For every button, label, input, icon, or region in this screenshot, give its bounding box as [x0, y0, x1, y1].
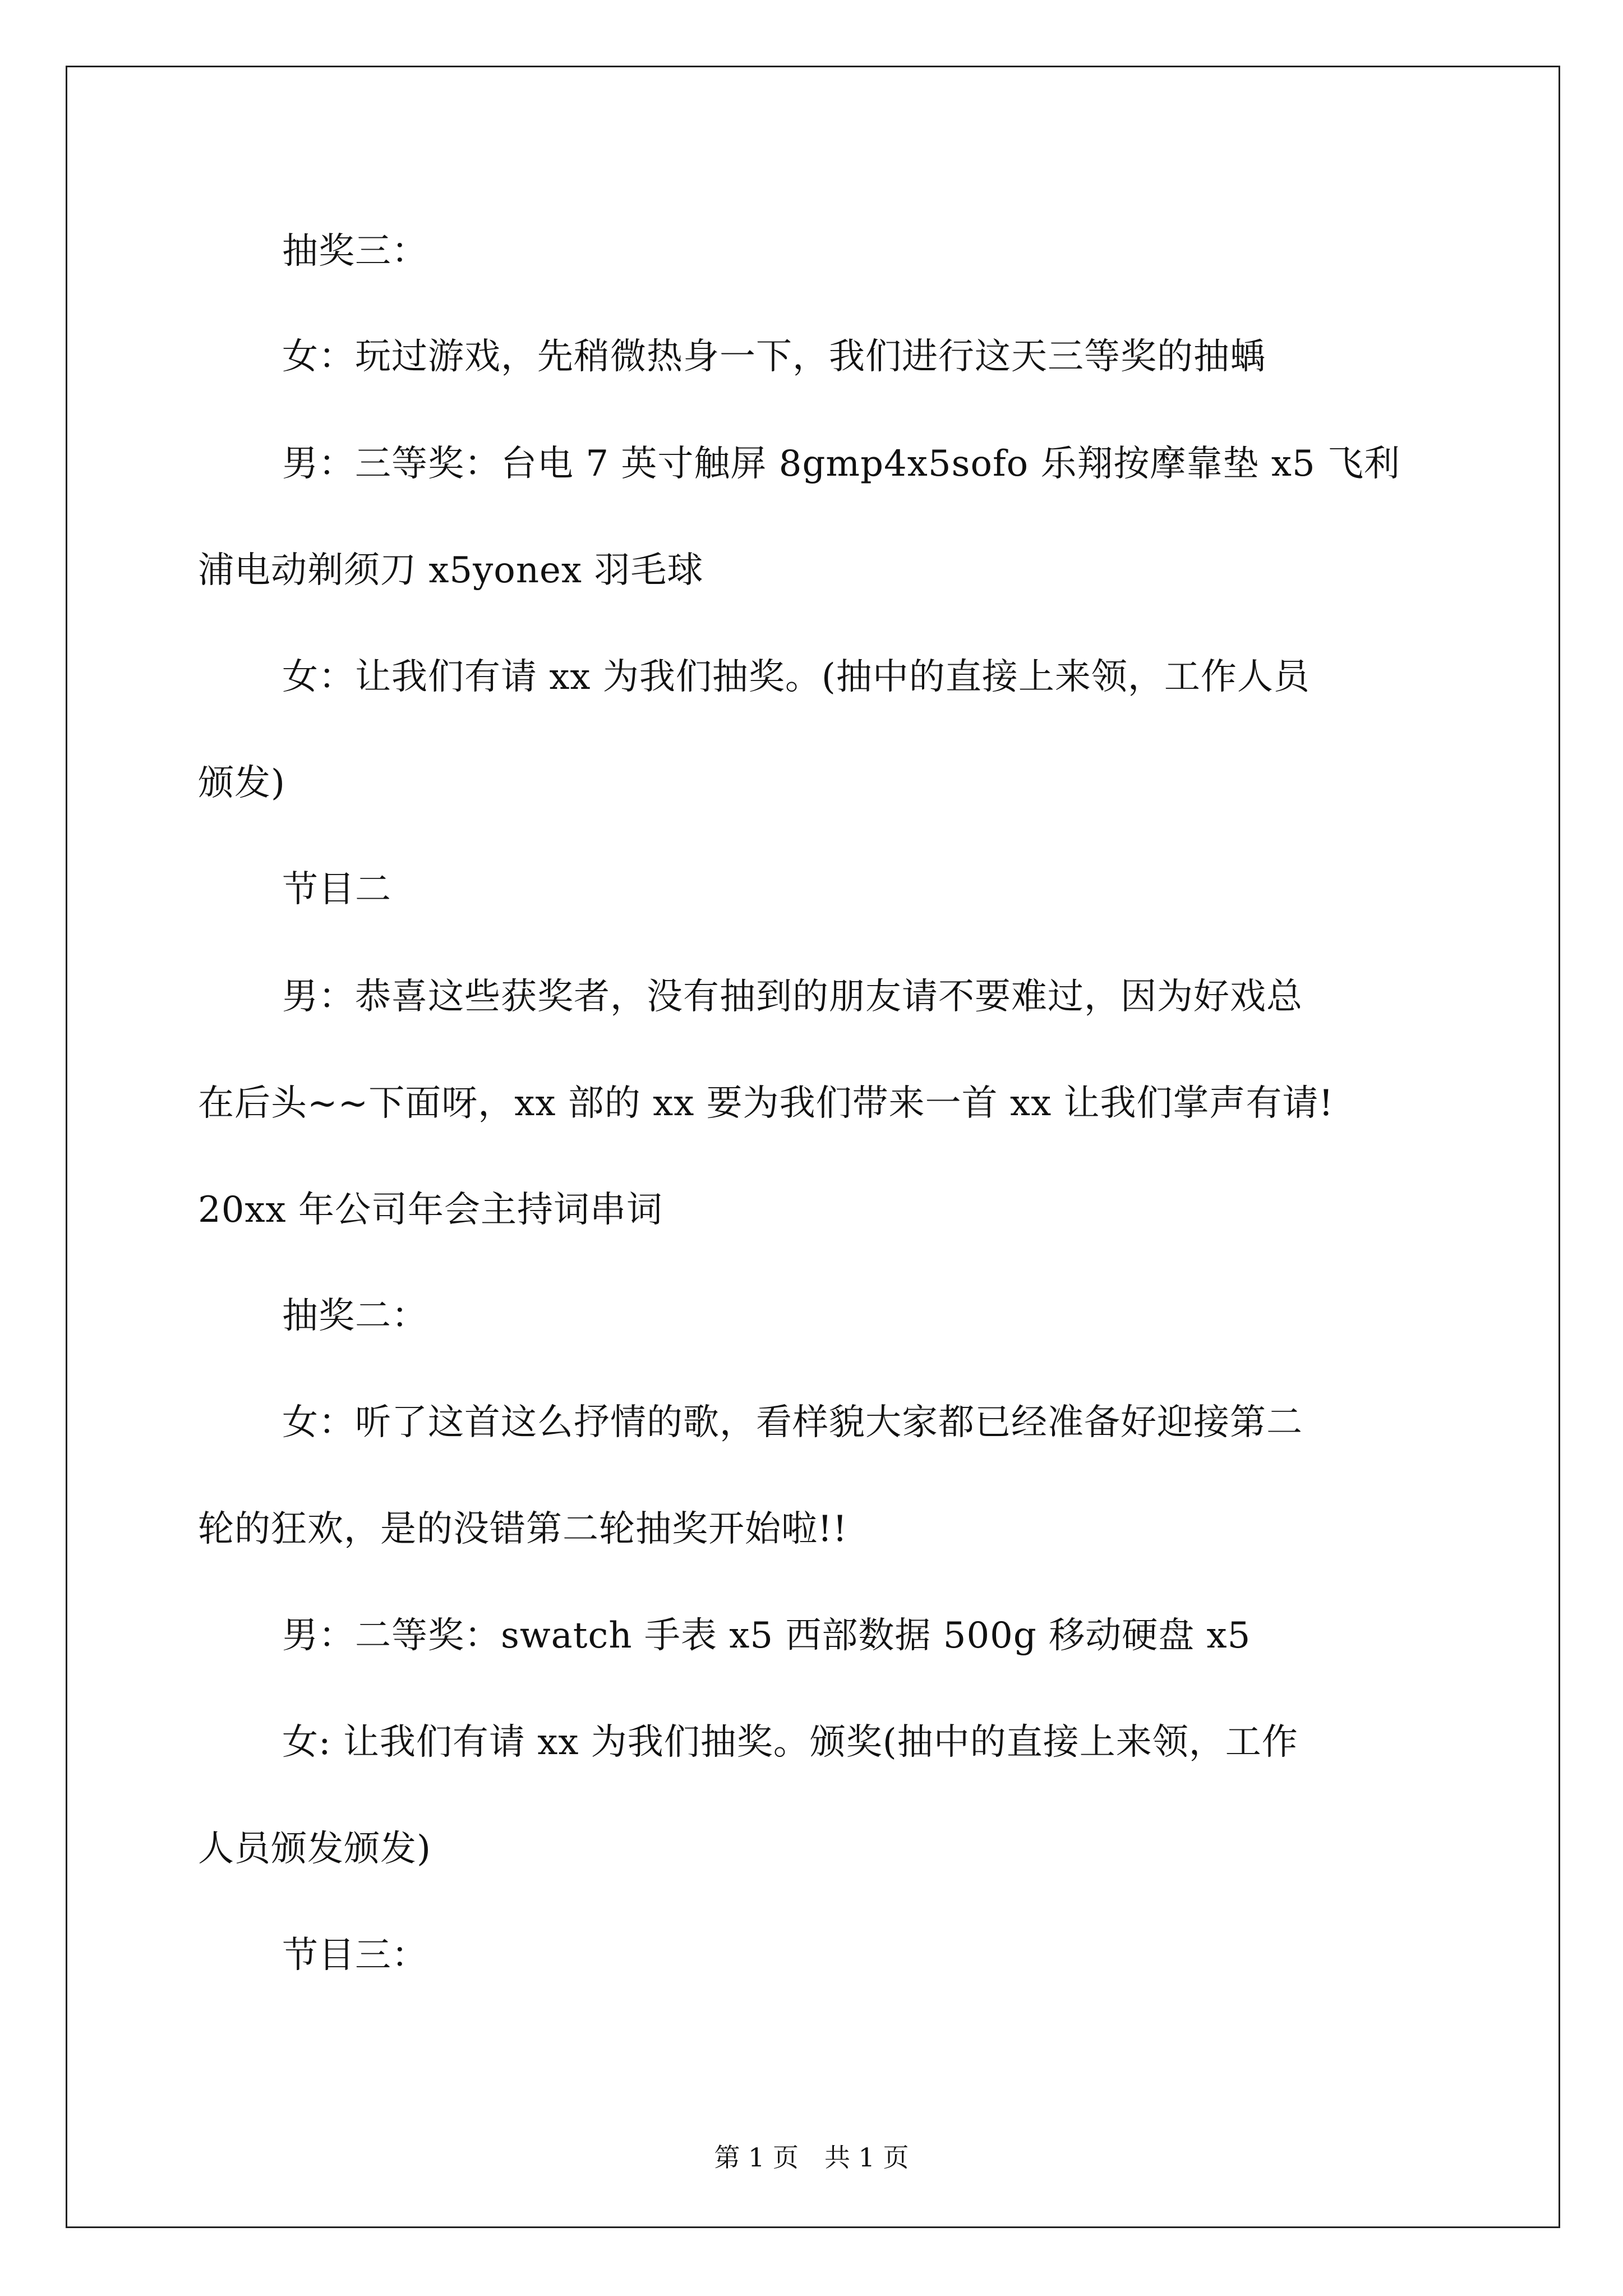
paragraph-line: 女: 让我们有请 xx 为我们抽奖。颁奖(抽中的直接上来领，工作 [282, 1722, 1298, 1763]
paragraph-line: 男：恭喜这些获奖者，没有抽到的朋友请不要难过，因为好戏总 [282, 976, 1303, 1018]
paragraph-line: 抽奖三： [282, 231, 428, 272]
paragraph-line: 女：让我们有请 xx 为我们抽奖。(抽中的直接上来领，工作人员 [282, 656, 1310, 698]
paragraph-line: 女：听了这首这么抒情的歌，看样貌大家都已经准备好迎接第二 [282, 1402, 1303, 1443]
paragraph-line: 女：玩过游戏，先稍微热身一下，我们进行这天三等奖的抽蝺 [282, 336, 1266, 378]
paragraph-line: 男：二等奖：swatch 手表 x5 西部数据 500g 移动硬盘 x5 [282, 1615, 1251, 1657]
paragraph-line: 在后头~~下面呀，xx 部的 xx 要为我们带来一首 xx 让我们掌声有请! [198, 1083, 1334, 1124]
paragraph-line: 节目二 [282, 869, 391, 910]
paragraph-line: 节目三： [282, 1935, 428, 1976]
paragraph-line: 男：三等奖：台电 7 英寸触屏 8gmp4x5sofo 乐翔按摩靠垫 x5 飞利 [282, 443, 1401, 485]
paragraph-line: 颁发) [198, 762, 285, 804]
paragraph-line: 20xx 年公司年会主持词串词 [198, 1189, 663, 1231]
paragraph-line: 抽奖二： [282, 1295, 428, 1337]
paragraph-line: 浦电动剃须刀 x5yonex 羽毛球 [198, 550, 704, 591]
paragraph-line: 轮的狂欢，是的没错第二轮抽奖开始啦!! [198, 1508, 848, 1550]
page-footer: 第 1 页 共 1 页 [714, 2142, 909, 2173]
page-border [66, 66, 1560, 2228]
paragraph-line: 人员颁发颁发) [198, 1828, 431, 1870]
